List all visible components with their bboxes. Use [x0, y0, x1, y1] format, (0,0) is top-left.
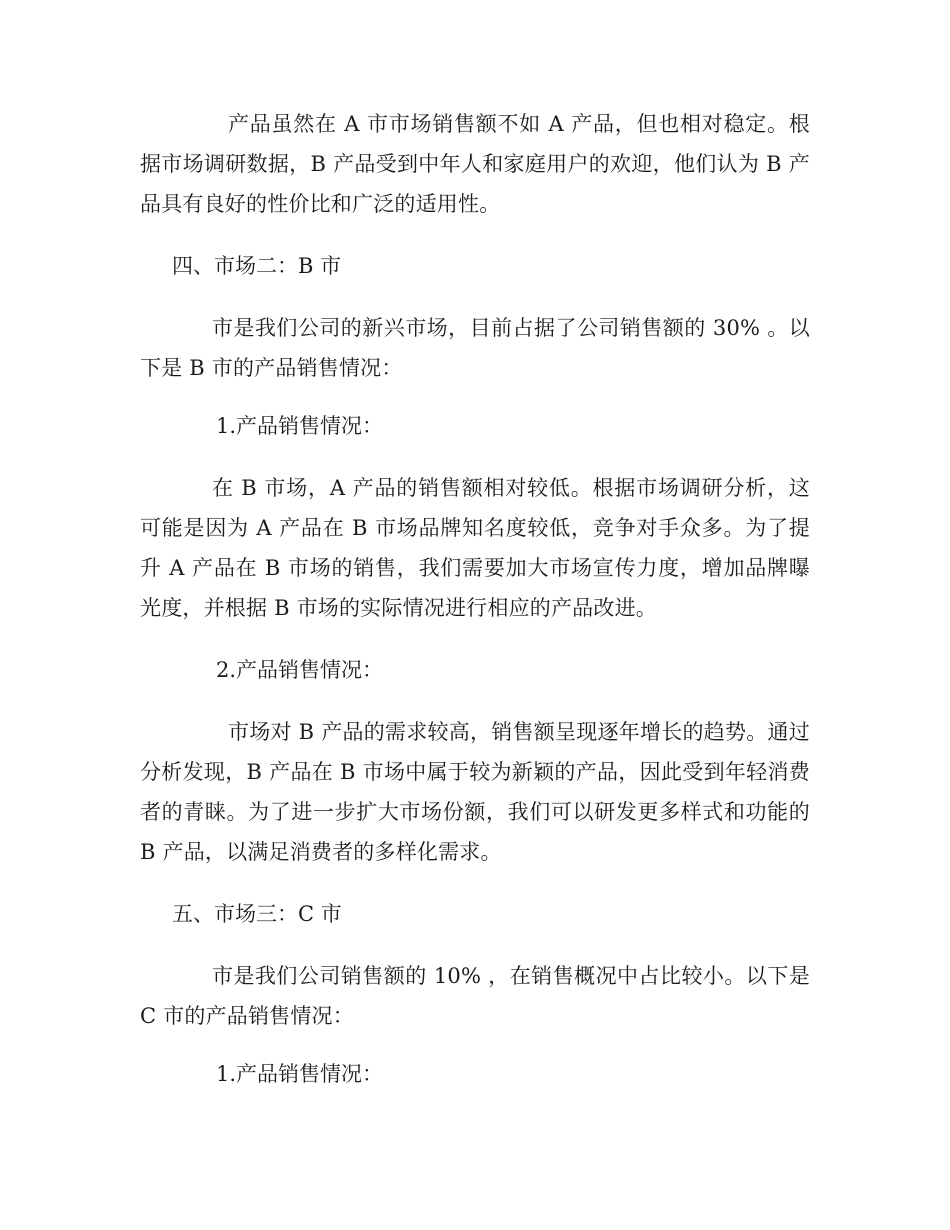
- paragraph-c-city-intro: 市是我们公司销售额的 10% ，在销售概况中占比较小。以下是 C 市的产品销售情况：: [140, 964, 810, 1028]
- subheading-product-b-sales: 2.产品销售情况：: [216, 658, 384, 682]
- section-heading-market-three: 五、市场三：C 市: [172, 902, 342, 926]
- paragraph-b-city-intro: 市是我们公司的新兴市场，目前占据了公司销售额的 30% 。以下是 B 市的产品销售情况：: [140, 316, 810, 380]
- subheading-product-a-sales: 1.产品销售情况：: [216, 414, 384, 438]
- paragraph-b-product-in-b-market: 市场对 B 产品的需求较高，销售额呈现逐年增长的趋势。通过分析发现，B 产品在 B 市场中属于较为新颖的产品，因此受到年轻消费者的青睐。为了进一步扩大市场份额，我们可以研发更多样式和功能的 B 产品，以满足消费者的多样化需求。: [140, 720, 810, 864]
- paragraph-b-product-summary: 产品虽然在 A 市市场销售额不如 A 产品，但也相对稳定。根据市场调研数据，B 产品受到中年人和家庭用户的欢迎，他们认为 B 产品具有良好的性价比和广泛的适用性。: [140, 112, 810, 216]
- subheading-product-a-sales-c-city: 1.产品销售情况：: [216, 1062, 384, 1086]
- paragraph-a-product-in-b-market: 在 B 市场，A 产品的销售额相对较低。根据市场调研分析，这可能是因为 A 产品在 B 市场品牌知名度较低，竞争对手众多。为了提升 A 产品在 B 市场的销售，我们需要加大市场宣传力度，增加品牌曝光度，并根据 B 市场的实际情况进行相应的产品改进。: [140, 476, 810, 620]
- section-heading-market-two: 四、市场二：B 市: [172, 254, 342, 278]
